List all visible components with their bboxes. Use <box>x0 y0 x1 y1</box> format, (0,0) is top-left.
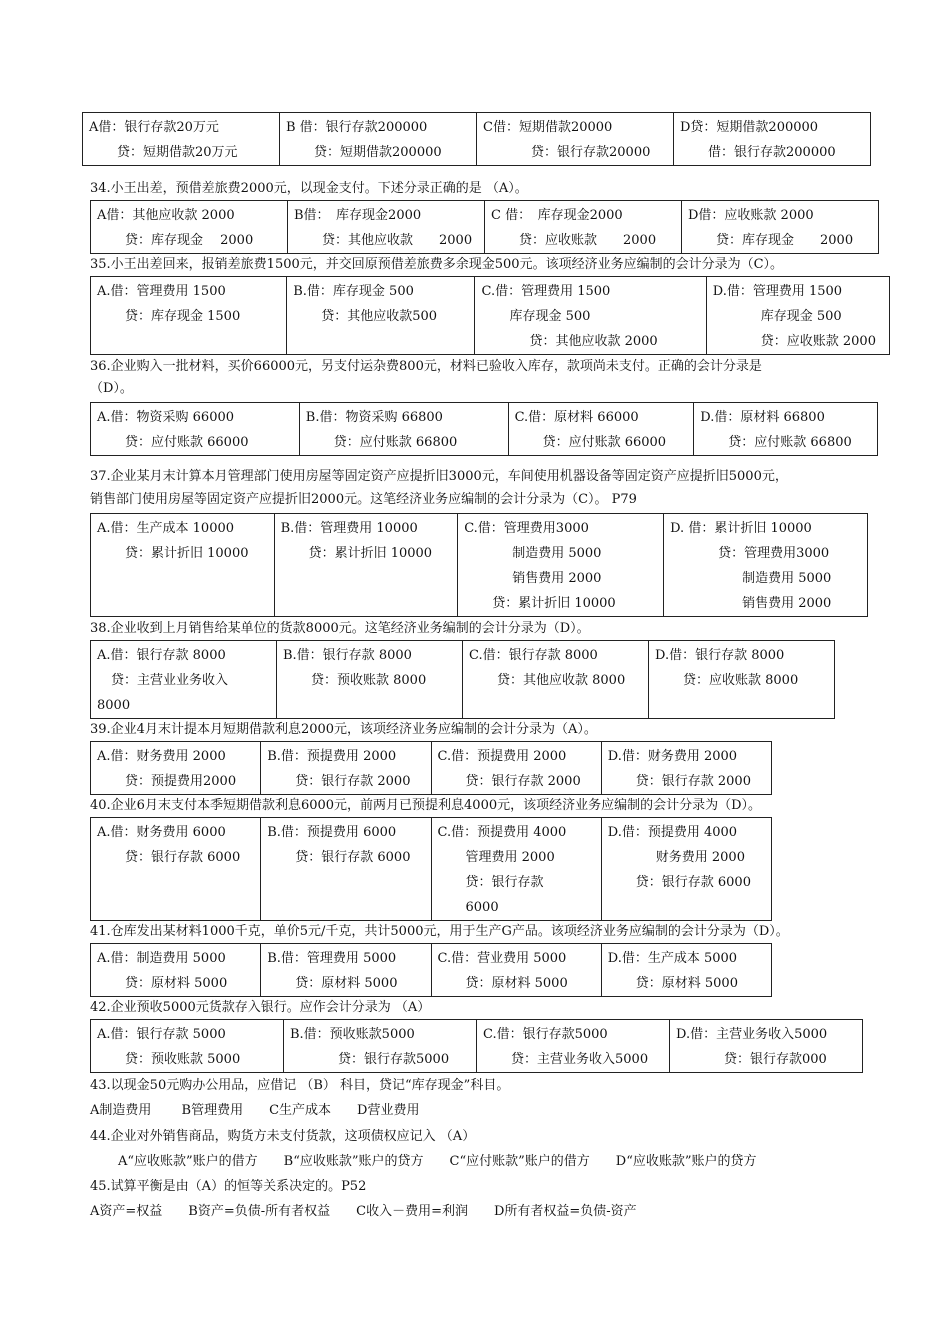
q44-text: 44.企业对外销售商品，购货方未支付货款，这项债权应记入 （A） <box>90 1129 476 1144</box>
q35-options-table <box>90 276 890 355</box>
q35-option-a: A.借：管理费用 1500 贷：库存现金 1500 <box>91 277 287 355</box>
q38-option-a: A.借：银行存款 8000 贷：主营业业务收入 8000 <box>91 641 277 719</box>
q36-options-table <box>90 402 878 456</box>
q41-option-c: C.借：营业费用 5000 贷：原材料 5000 <box>431 944 601 997</box>
q39-text: 39.企业4月末计提本月短期借款利息2000元，该项经济业务应编制的会计分录为（A）。 <box>90 722 597 737</box>
q34-text: 34.小王出差，预借差旅费2000元，以现金支付。下述分录正确的是 （A）。 <box>90 181 528 196</box>
q39-option-a: A.借：财务费用 2000 贷：预提费用2000 <box>91 742 261 795</box>
q33-options-table <box>82 112 871 166</box>
q36-text-line1: 36.企业购入一批材料，买价66000元，另支付运杂费800元，材料已验收入库存，款项尚未支付。正确的会计分录是 <box>90 359 762 374</box>
q43-options: A制造费用 B管理费用 C生产成本 D营业费用 <box>90 1103 420 1118</box>
q38-text: 38.企业收到上月销售给某单位的货款8000元。这笔经济业务编制的会计分录为（D）。 <box>90 621 590 636</box>
q37-text-line2: 销售部门使用房屋等固定资产应提折旧2000元。这笔经济业务应编制的会计分录为（C）。 P79 <box>90 492 637 507</box>
q35-option-c: C.借：管理费用 1500 库存现金 500 贷：其他应收款 2000 <box>475 277 706 355</box>
q40-option-a: A.借：财务费用 6000 贷：银行存款 6000 <box>91 818 261 921</box>
q41-options-table <box>90 943 772 997</box>
q42-options-table <box>90 1019 863 1073</box>
q39-option-b: B.借：预提费用 2000 贷：银行存款 2000 <box>261 742 431 795</box>
q44-options: A“应收账款”账户的借方 B“应收账款”账户的贷方 C“应付账款”账户的借方 D“应收账款”账户的贷方 <box>118 1154 757 1169</box>
q39-option-c: C.借：预提费用 2000 贷：银行存款 2000 <box>431 742 601 795</box>
q34-option-c: C 借： 库存现金2000 贷：应收账款 2000 <box>485 201 682 254</box>
q43-text: 43.以现金50元购办公用品，应借记 （B） 科目，贷记“库存现金”科目。 <box>90 1078 510 1093</box>
q41-option-d: D.借：生产成本 5000 贷：原材料 5000 <box>601 944 771 997</box>
q34-options-table <box>90 200 879 254</box>
q37-option-a: A.借：生产成本 10000 贷：累计折旧 10000 <box>91 514 275 617</box>
q36-option-b: B.借：物资采购 66800 贷：应付账款 66800 <box>299 403 508 456</box>
q40-option-b: B.借：预提费用 6000 贷：银行存款 6000 <box>261 818 431 921</box>
q41-option-a: A.借：制造费用 5000 贷：原材料 5000 <box>91 944 261 997</box>
q33-option-c: C借：短期借款20000 贷：银行存款20000 <box>477 113 674 166</box>
q45-text: 45.试算平衡是由（A）的恒等关系决定的。P52 <box>90 1179 367 1194</box>
q42-text: 42.企业预收5000元货款存入银行。应作会计分录为 （A） <box>90 1000 431 1015</box>
q38-options-table <box>90 640 835 719</box>
q34-option-b: B借： 库存现金2000 贷：其他应收款 2000 <box>288 201 485 254</box>
q40-option-d: D.借：预提费用 4000 财务费用 2000 贷：银行存款 6000 <box>601 818 771 921</box>
q37-option-d: D. 借：累计折旧 10000 贷：管理费用3000 制造费用 5000 销售费用 2000 <box>664 514 868 617</box>
q42-option-d: D.借：主营业务收入5000 贷：银行存款000 <box>670 1020 863 1073</box>
q39-option-d: D.借：财务费用 2000 贷：银行存款 2000 <box>601 742 771 795</box>
q36-option-a: A.借：物资采购 66000 贷：应付账款 66000 <box>91 403 300 456</box>
q38-option-c: C.借：银行存款 8000 贷：其他应收款 8000 <box>463 641 649 719</box>
q37-options-table <box>90 513 868 617</box>
q40-text: 40.企业6月末支付本季短期借款利息6000元，前两月已预提利息4000元，该项经济业务应编制的会计分录为（D）。 <box>90 798 762 813</box>
q36-text-line2: （D）。 <box>90 381 133 396</box>
q42-option-c: C.借：银行存款5000 贷：主营业务收入5000 <box>477 1020 670 1073</box>
q38-option-b: B.借：银行存款 8000 贷：预收账款 8000 <box>277 641 463 719</box>
q35-option-b: B.借：库存现金 500 贷：其他应收款500 <box>287 277 475 355</box>
q39-options-table <box>90 741 772 795</box>
q40-options-table <box>90 817 772 921</box>
q42-option-b: B.借：预收账款5000 贷：银行存款5000 <box>284 1020 477 1073</box>
q36-option-c: C.借：原材料 66000 贷：应付账款 66000 <box>508 403 694 456</box>
q41-text: 41.仓库发出某材料1000千克，单价5元/千克，共计5000元，用于生产G产品。该项经济业务应编制的会计分录为（D）。 <box>90 924 789 939</box>
q33-option-a: A借：银行存款20万元 贷：短期借款20万元 <box>83 113 280 166</box>
q37-option-b: B.借：管理费用 10000 贷：累计折旧 10000 <box>274 514 458 617</box>
q33-option-b: B 借：银行存款200000 贷：短期借款200000 <box>280 113 477 166</box>
q37-option-c: C.借：管理费用3000 制造费用 5000 销售费用 2000 贷：累计折旧 10000 <box>458 514 664 617</box>
q35-text: 35.小王出差回来，报销差旅费1500元，并交回原预借差旅费多余现金500元。该项经济业务应编制的会计分录为（C）。 <box>90 257 784 272</box>
q38-option-d: D.借：银行存款 8000 贷：应收账款 8000 <box>649 641 835 719</box>
q40-option-c: C.借：预提费用 4000 管理费用 2000 贷：银行存款 6000 <box>431 818 601 921</box>
q45-options: A资产=权益 B资产=负债-所有者权益 C收入－费用=利润 D所有者权益=负债-资产 <box>90 1204 637 1219</box>
q35-option-d: D.借：管理费用 1500 库存现金 500 贷：应收账款 2000 <box>706 277 889 355</box>
q36-option-d: D.借：原材料 66800 贷：应付账款 66800 <box>694 403 878 456</box>
q42-option-a: A.借：银行存款 5000 贷：预收账款 5000 <box>91 1020 284 1073</box>
q34-option-d: D借：应收账款 2000 贷：库存现金 2000 <box>682 201 879 254</box>
q33-option-d: D贷：短期借款200000 借：银行存款200000 <box>674 113 871 166</box>
q41-option-b: B.借：管理费用 5000 贷：原材料 5000 <box>261 944 431 997</box>
q37-text-line1: 37.企业某月末计算本月管理部门使用房屋等固定资产应提折旧3000元，车间使用机器设备等固定资产应提折旧5000元， <box>90 469 788 484</box>
q34-option-a: A借：其他应收款 2000 贷：库存现金 2000 <box>91 201 288 254</box>
